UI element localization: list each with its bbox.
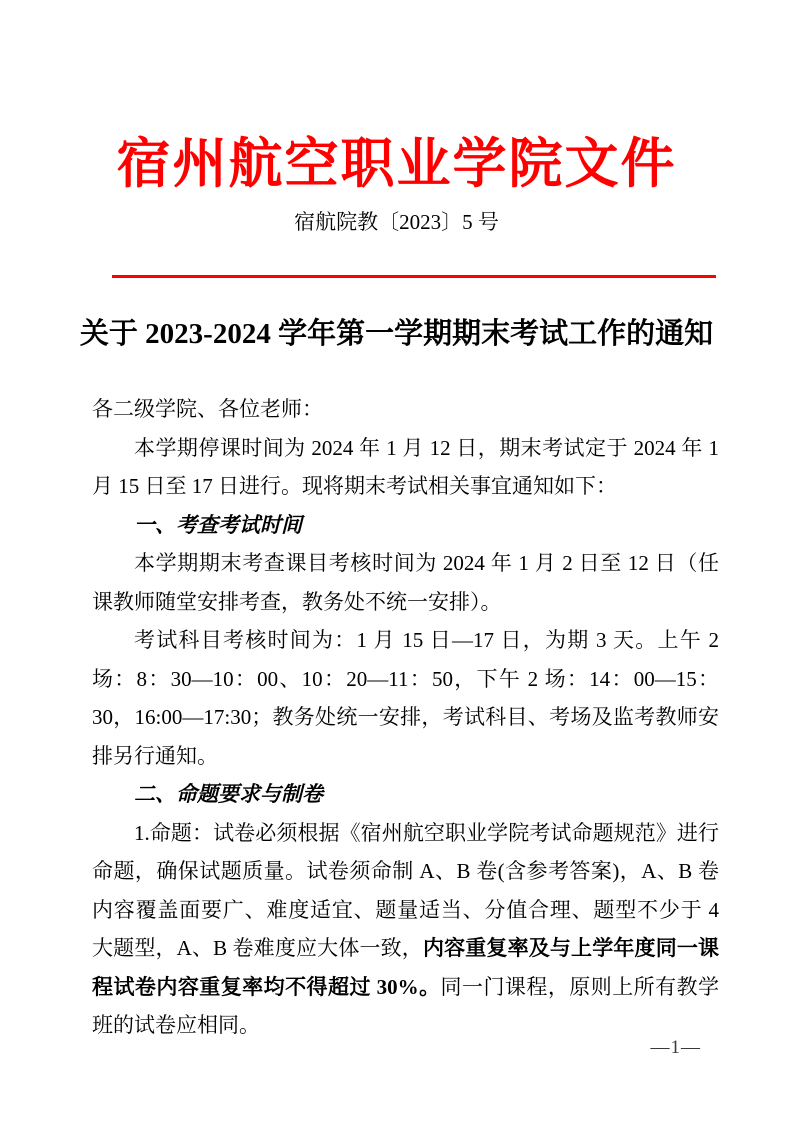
section2-paragraph-1 [92,814,719,1045]
intro-paragraph: 本学期停课时间为 2024 年 1 月 12 日，期末考试定于 2024 年 1 月 15 日至 17 日进行。现将期末考试相关事宜通知如下： [92,435,719,498]
salutation: 各二级学院、各位老师： [92,397,323,421]
document-number: 宿航院教〔2023〕5 号 [294,210,499,234]
document-masthead: 宿州航空职业学院文件 [116,134,677,194]
section1-paragraph-2: 考试科目考核时间为：1 月 15 日—17 日，为期 3 天。上午 2 场：8：30—10：00、10：20—11：50，下午 2 场：14：00—15：30，16:00—17:30；教务处统一安排，考试科目、考场及监考教师安排另行通知。 [92,628,719,768]
section2-paragraph-1-normal-tail: 同一门课程，原则上所有教学班的试卷应相同。 [92,974,720,1037]
red-separator-line [112,275,716,278]
page-number: —1— [650,1037,701,1058]
section1-heading: 一、考查考试时间 [134,512,302,537]
section2-paragraph-1-normal-lead: 1.命题：试卷必须根据《宿州航空职业学院考试命题规范》进行命题，确保试题质量。试卷须命制 A、B 卷(含参考答案)，A、B 卷内容覆盖面要广、难度适宜、题量适当、分值合理、题型不少于 4 大题型，A、B 卷难度应大体一致， [92,820,719,960]
section2-paragraph-1-bold-run: 内容重复率及与上学年度同一课程试卷内容重复率均不得超过 30%。 [92,936,720,999]
section1-paragraph-1: 本学期期末考查课目考核时间为 2024 年 1 月 2 日至 12 日（任课教师随堂安排考查，教务处不统一安排）。 [92,551,719,614]
notice-title: 关于 2023-2024 学年第一学期期末考试工作的通知 [79,318,714,350]
section2-heading: 二、命题要求与制卷 [134,782,323,806]
notice-body [92,390,719,1045]
